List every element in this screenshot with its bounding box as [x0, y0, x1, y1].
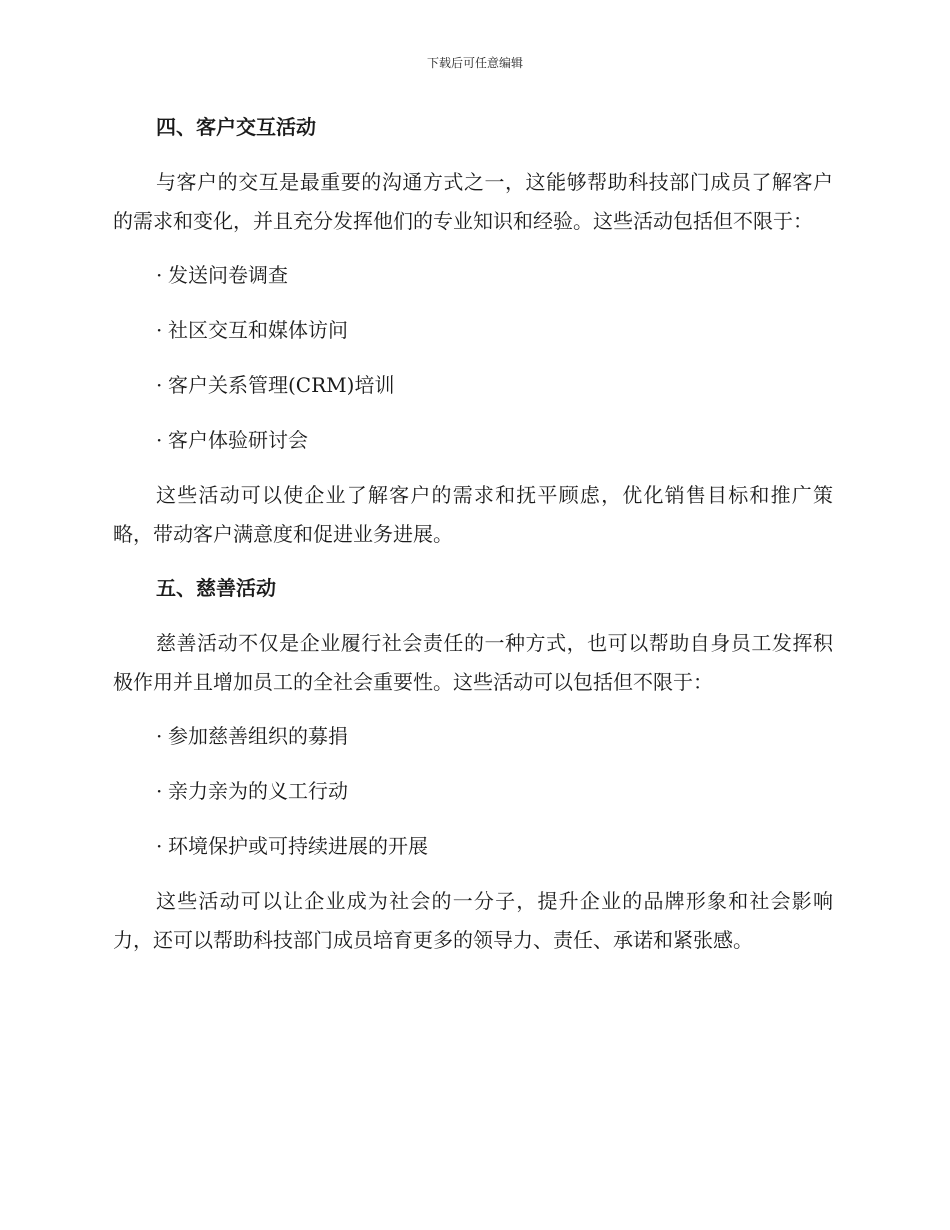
bullet-item — [113, 772, 833, 810]
bullet-dot: · — [156, 724, 163, 748]
bullet-dot: · — [156, 834, 163, 858]
bullet-item — [113, 256, 833, 294]
bullet-text: 社区交互和媒体访问 — [168, 318, 348, 342]
bullet-item — [113, 827, 833, 865]
section-conclusion-paragraph: 这些活动可以让企业成为社会的一分子，提升企业的品牌形象和社会影响力，还可以帮助科技部门成员培育更多的领导力、责任、承诺和紧张感。 — [113, 889, 833, 952]
bullet-item — [113, 421, 833, 459]
bullet-dot: · — [156, 263, 163, 287]
section-intro-paragraph: 与客户的交互是最重要的沟通方式之一，这能够帮助科技部门成员了解客户的需求和变化，并且充分发挥他们的专业知识和经验。这些活动包括但不限于： — [113, 170, 833, 233]
bullet-text: 客户关系管理(CRM)培训 — [168, 373, 395, 397]
bullet-dot: · — [156, 373, 163, 397]
bullet-dot: · — [156, 428, 163, 452]
bullet-dot: · — [156, 318, 163, 342]
section-intro-paragraph: 慈善活动不仅是企业履行社会责任的一种方式，也可以帮助自身员工发挥积极作用并且增加员工的全社会重要性。这些活动可以包括但不限于： — [113, 631, 833, 694]
bullet-item — [113, 717, 833, 755]
section-heading: 五、慈善活动 — [156, 576, 276, 600]
bullet-text: 参加慈善组织的募捐 — [168, 724, 348, 748]
section-heading: 四、客户交互活动 — [156, 115, 316, 139]
bullet-text: 客户体验研讨会 — [168, 428, 308, 452]
section-conclusion-paragraph: 这些活动可以使企业了解客户的需求和抚平顾虑，优化销售目标和推广策略，带动客户满意度和促进业务进展。 — [113, 483, 833, 546]
bullet-text: 环境保护或可持续进展的开展 — [168, 834, 428, 858]
page-header: 下载后可任意编辑 — [426, 56, 523, 70]
section-customer-interaction — [113, 108, 833, 553]
bullet-text: 发送问卷调查 — [168, 263, 288, 287]
section-charity — [113, 569, 833, 959]
bullet-text: 亲力亲为的义工行动 — [168, 779, 348, 803]
bullet-item — [113, 366, 833, 404]
bullet-item — [113, 311, 833, 349]
document-body — [113, 108, 833, 975]
bullet-dot: · — [156, 779, 163, 803]
